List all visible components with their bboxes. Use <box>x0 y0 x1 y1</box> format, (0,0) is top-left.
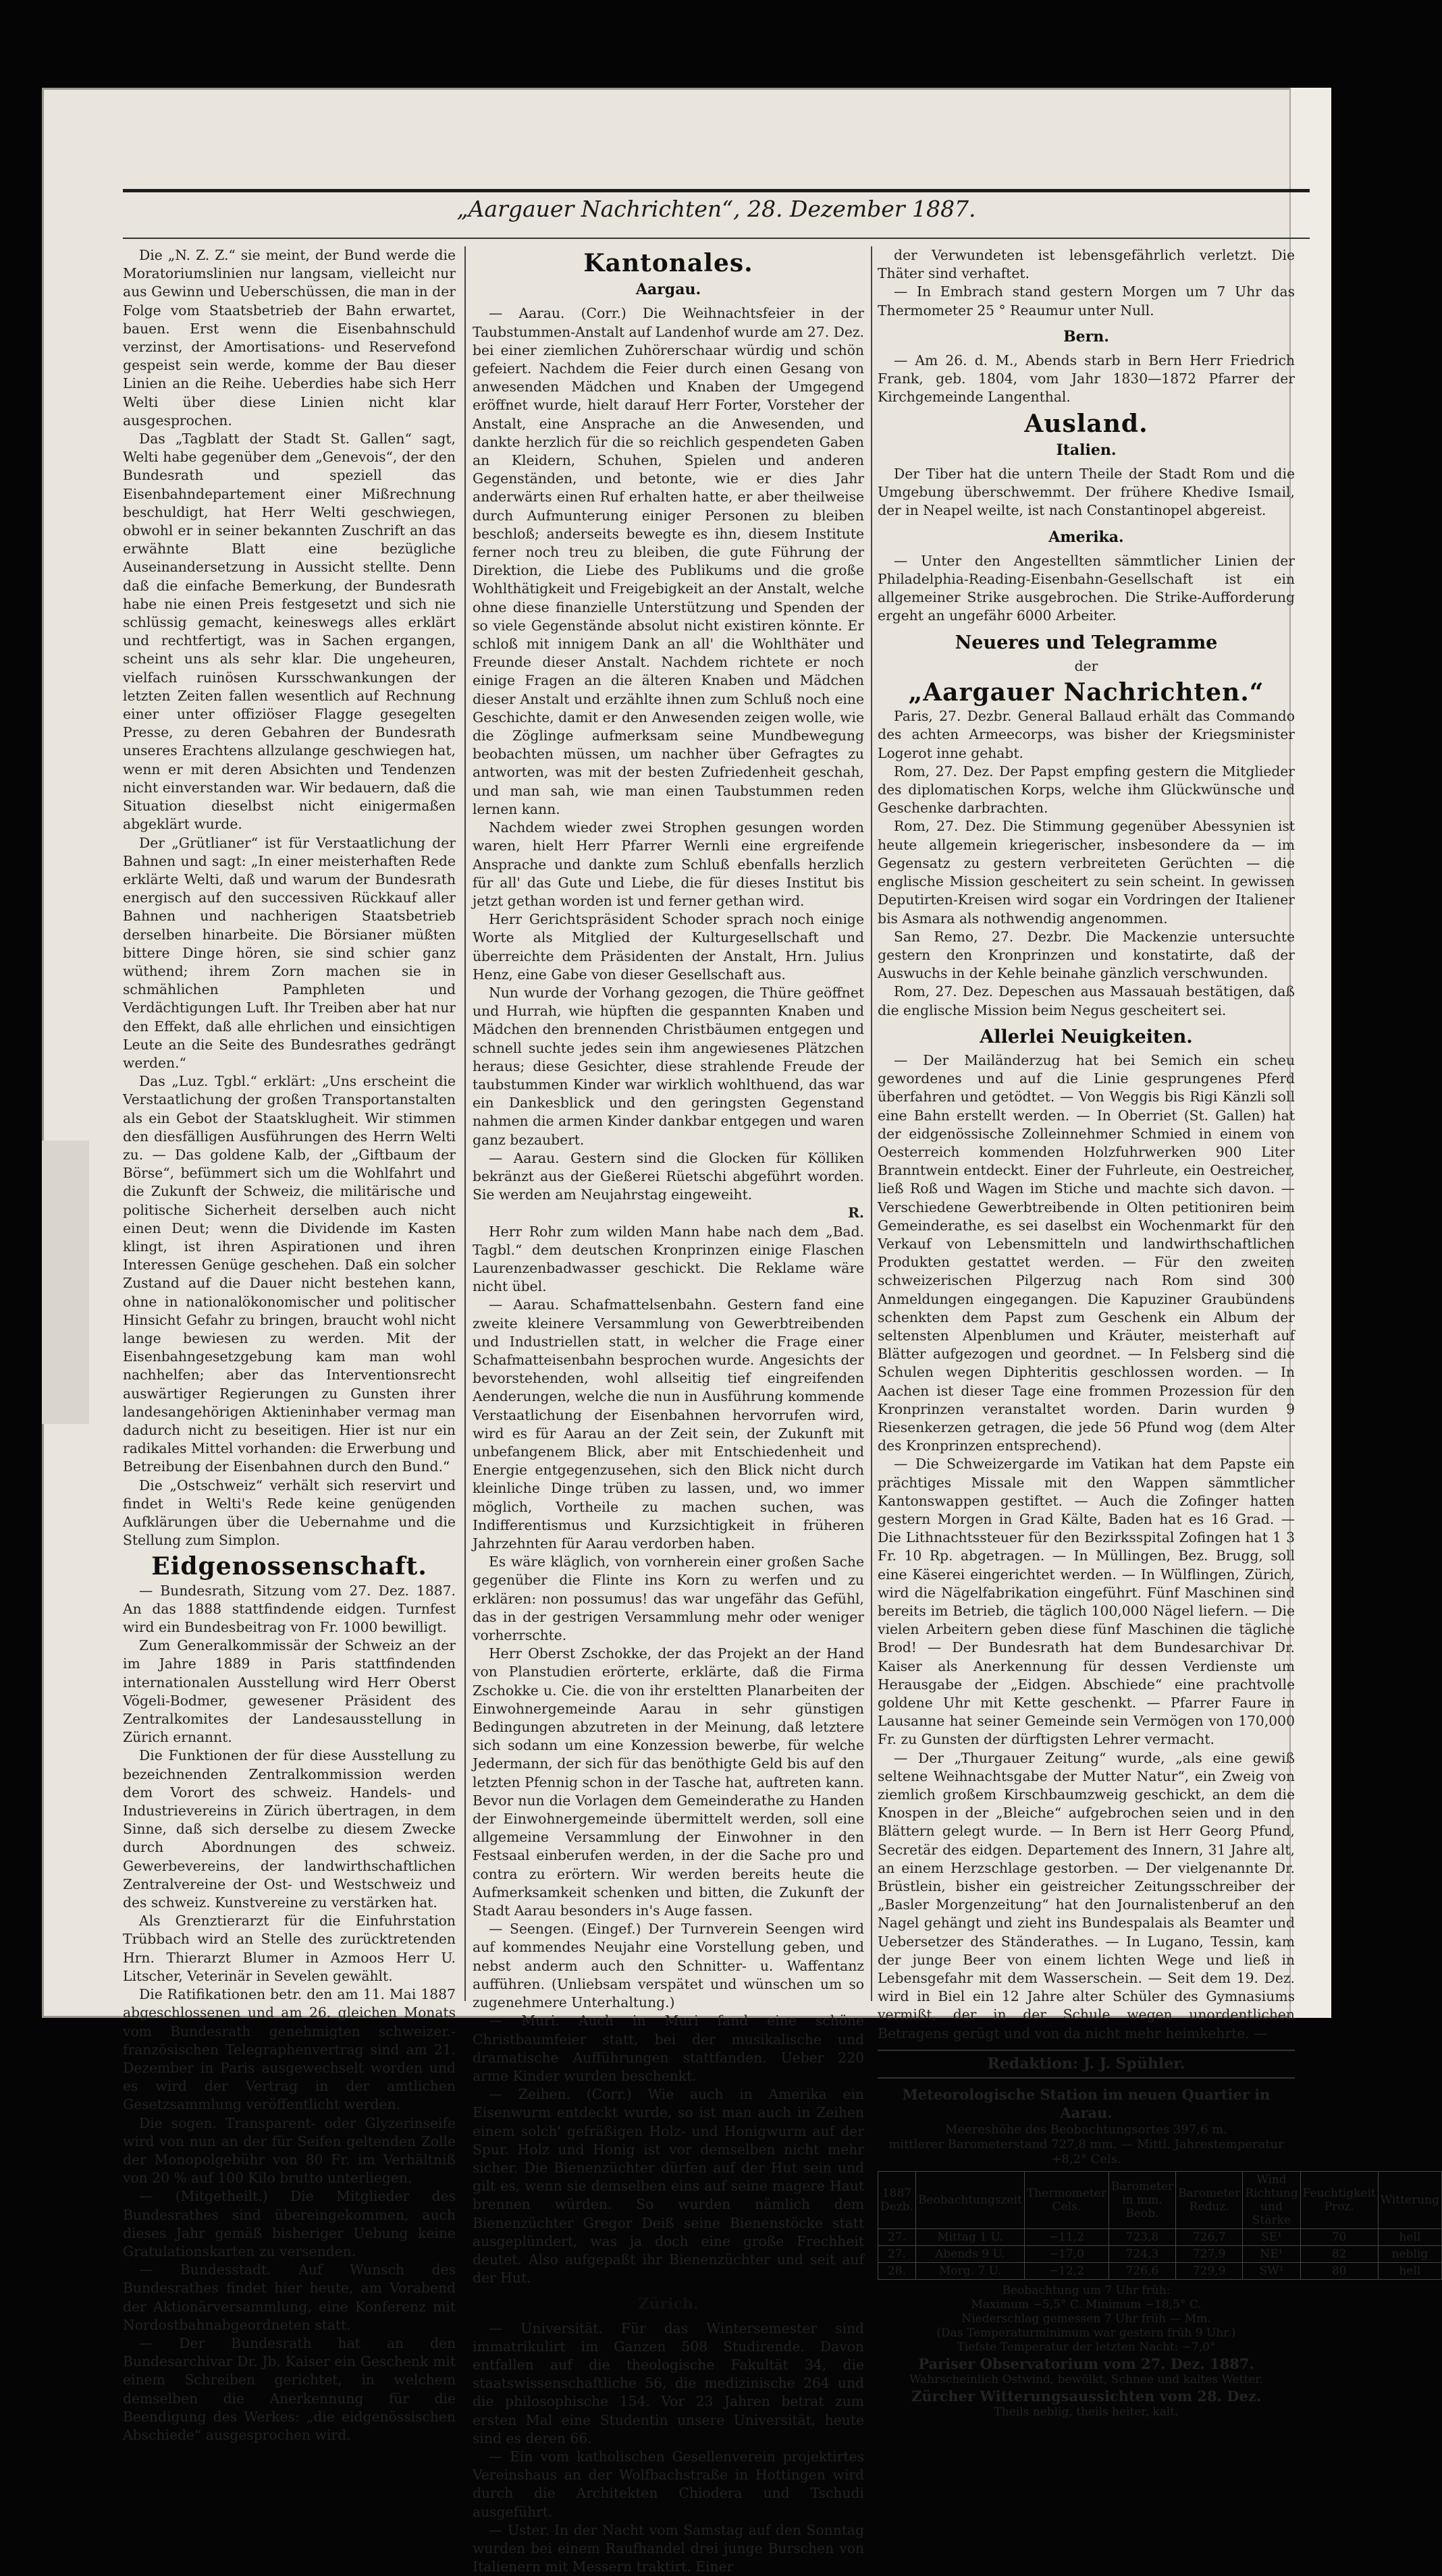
weather-station-meta: mittlerer Barometerstand 727,8 mm. — Mittl. Jahrestemperatur +8,2° Cels. <box>888 2137 1284 2166</box>
table-header-cell: Beobachtungszeit <box>915 2171 1024 2228</box>
subheading-aargau: Aargau. <box>635 281 701 299</box>
section-heading-eidgenossenschaft: Eidgenossenschaft. <box>151 1552 427 1581</box>
table-cell: −17,0 <box>1024 2245 1109 2262</box>
section-heading-allerlei: Allerlei Neuigkeiten. <box>980 1026 1193 1047</box>
paragraph: San Remo, 27. Dezbr. Die Mackenzie untersuchte gestern den Kronprinzen und konstatirte, daß der Auswuchs in der Kehle beinahe gänzlich verschwunden. <box>878 928 1295 982</box>
table-cell: SE¹ <box>1243 2228 1300 2245</box>
paragraph: — Der Mailänderzug hat bei Semich ein scheu gewordenes und auf die Linie gesprungenes Pferd überfahren und getödtet. — Von Weggis bis Rigi Känzli soll eine Bahn erstellt werden. — In Oberriet (St. Gallen) hat der eidgenössische Zolleinnehmer Schmied in einem von Oesterreich kommenden Holzfuhrwerken 900 Liter Branntwein entdeckt. Einer der Fuhrleute, ein Oestreicher, ließ Roß und Wagen im Stiche und machte sich davon. — Verschiedene Gewerbtreibende in Olten petitioniren beim Gemeinderathe, es sei daselbst ein Wochenmarkt für den Verkauf von Lebensmitteln und landwirthschaftlichen Produkten gestattet werden. — Für den zweiten schweizerischen Pilgerzug nach Rom sind 300 Anmeldungen eingegangen. Die Kapuziner Graubündens schenkten dem Papst zum Geschenk ein Album der seltensten Alpenblumen und Kräuter, meisterhaft auf Blätter aufgezogen und geordnet. — In Felsberg sind die Schulen wegen Diphteritis geschlossen worden. — In Aachen ist dieser Tage eine frommen Prozession für den Kronprinzen veranstaltet worden. Darin wurden 9 Riesenkerzen getragen, die jede 56 Pfund wog (dem Alter des Kronprinzen entsprechend). <box>878 1051 1295 1454</box>
table-cell: hell <box>1378 2228 1441 2245</box>
table-cell: Morg. 7 U. <box>915 2262 1024 2279</box>
paragraph: — Aarau. Schafmattelsenbahn. Gestern fand eine zweite kleinere Versammlung von Gewerbtreibenden und Industriellen statt, in welcher die Frage einer Schafmatteisenbahn besprochen wurde. Angesichts der bevorstehenden, wohl allseitig tief eingreifenden Aenderungen, welche die nun in Ausführung kommende Verstaatlichung der Eisenbahnen hervorrufen wird, wird es für Aarau an der Zeit sein, der Zukunft mit unbefangenem Blick, aber mit Entschiedenheit und Energie entgegenzusehen, sich den Blick nicht durch kleinliche Dinge trüben zu lassen, und, wo immer möglich, Vortheile zu machen suchen, was Indifferentismus und Kurzsichtigkeit in früheren Jahrzehnten für Aarau verdorben haben. <box>473 1296 864 1552</box>
zurich-forecast-title: Zürcher Witterungsaussichten vom 28. Dez. <box>911 2387 1262 2405</box>
paragraph: der Verwundeten ist lebensgefährlich verletzt. Die Thäter sind verhaftet. <box>878 247 1295 282</box>
paragraph: Die „Ostschweiz“ verhält sich reservirt und findet in Welti's Rede keine genügenden Aufklärungen über die Uebernahme und die Stellung zum Simplon. <box>123 1477 456 1549</box>
table-cell: 727,9 <box>1176 2245 1243 2262</box>
table-cell: hell <box>1378 2262 1441 2279</box>
header-rule-thin <box>123 238 1310 239</box>
paragraph: Als Grenztierarzt für die Einfuhrstation Trübbach wird an Stelle des zurücktretenden Hrn. Thierarzt Blumer in Azmoos Herr U. Litscher, Veterinär in Sevelen gewählt. <box>123 1913 456 1984</box>
weather-table <box>878 2171 1442 2280</box>
paragraph: — Uster. In der Nacht vom Samstag auf den Sonntag wurden bei einem Raufhandel drei junge Burschen von Italienern mit Messern traktirt. Einer <box>473 2521 864 2575</box>
paragraph: Die Funktionen der für diese Ausstellung zu bezeichnenden Zentralkommission werden dem Vorort des schweiz. Handels- und Industrievereins in Zürich übertragen, in dem Sinne, daß sich derselbe zu diesem Zwecke durch Abordnungen des schweiz. Gewerbevereins, der landwirthschaftlichen Zentralvereine der Ost- und Westschweiz und des schweiz. Kunstvereine zu verstärken hat. <box>123 1747 456 1911</box>
table-row <box>878 2228 1442 2245</box>
weather-station-meta: Meereshöhe des Beobachtungsortes 397,6 m. <box>945 2122 1227 2137</box>
paragraph: — In Embrach stand gestern Morgen um 7 Uhr das Thermometer 25 ° Reaumur unter Null. <box>878 283 1295 319</box>
table-header-row <box>878 2171 1442 2228</box>
section-heading-paper-name: „Aargauer Nachrichten.“ <box>908 678 1264 707</box>
table-cell: −11,2 <box>1024 2228 1109 2245</box>
table-header-cell: 1887 Dezb. <box>878 2171 916 2228</box>
table-cell: neblig <box>1378 2245 1441 2262</box>
paragraph: Die sogen. Transparent- oder Glyzerinseife wird von nun an der für Seifen geltenden Zolle der Monopolgebühr von 80 Fr. im Verhältniß von 20 % auf 100 Kilo brutto unterliegen. <box>123 2114 456 2187</box>
table-cell: 82 <box>1300 2245 1378 2262</box>
table-cell: −12,2 <box>1024 2262 1109 2279</box>
section-heading-ausland: Ausland. <box>1024 409 1148 438</box>
header-rule <box>123 189 1310 192</box>
paragraph: — Bundesrath, Sitzung vom 27. Dez. 1887. An das 1888 stattfindende eidgen. Turnfest wird ein Bundesbeitrag von Fr. 1000 bewilligt. <box>123 1582 456 1636</box>
table-header-cell: Thermometer Cels. <box>1024 2171 1109 2228</box>
subheading-italien: Italien. <box>1056 441 1117 459</box>
paragraph: Der „Grütlianer“ ist für Verstaatlichung der Bahnen und sagt: „In einer meisterhaften Rede erklärte Welti, daß und warum der Bundesrath energisch auf den successiven Rückkauf aller Bahnen und nachherigen Staatsbetrieb derselben hinarbeite. Die Börsianer müßten bittere Dinge hören, sie sind schier ganz wüthend; ihrem Zorn machen sie in schmählichen Pamphleten und Verdächtigungen Luft. Ihr Treiben aber hat nur den Effekt, daß alle ehrlichen und einsichtigen Leute an die Seite des Bundesrathes gedrängt werden.“ <box>123 834 456 1071</box>
paragraph: Rom, 27. Dez. Die Stimmung gegenüber Abessynien ist heute allgemein kriegerischer, insbesondere da — im Gegensatz zu gestern verbreiteten Gerüchten — die englische Mission gescheitert zu sein scheint. In gewissen Deputirten-Kreisen wird sogar ein Vordringen der Italiener bis Asmara als nothwendig angenommen. <box>878 818 1295 927</box>
table-cell: 726,6 <box>1109 2262 1175 2279</box>
table-cell: 27. <box>878 2228 916 2245</box>
column-3 <box>878 246 1439 2419</box>
table-header-cell: Witterung <box>1378 2171 1441 2228</box>
heading-connector: der <box>1074 657 1098 674</box>
table-cell: Abends 9 U. <box>915 2245 1024 2262</box>
paragraph: Nun wurde der Vorhang gezogen, die Thüre geöffnet und Hurrah, wie hüpften die gespannten Knaben und Mädchen den brennenden Christbäumen entgegen und schnell suchte jedes sein ihm angewiesenes Plätzchen heraus; diese Gesichter, diese strahlende Freude der taubstummen Kinder war wirklich wohlthuend, das war ein Dankesblick und den geringsten Gegenstand nahmen die armen Kinder dankbar entgegen und waren ganz bezaubert. <box>473 984 864 1148</box>
paragraph: — Aarau. (Corr.) Die Weihnachtsfeier in der Taubstummen-Anstalt auf Landenhof wurde am 27. Dez. bei einer ziemlichen Zuhörerschaar würdig und schön gefeiert. Nachdem die Feier durch einen Gesang von anwesenden Mädchen und Knaben der Umgegend eröffnet wurde, hielt darauf Herr Forter, Vorsteher der Anstalt, eine Ansprache an die Anwesenden, und dankte herzlich für die so reichlich gespendeten Gaben an Kleidern, Schuhen, Spielen und anderen Gegenständen, und betonte, wie er dies Jahr anderwärts einen Ruf erhalten hatte, er aber theilweise durch Aufmunterung einiger Personen zu bleiben beschloß; anderseits bewegte es ihn, diesem Institute ferner noch treu zu bleiben, die gute Führung der Direktion, die Liebe des Publikums und die große Wohlthätigkeit und Freigebigkeit an der Anstalt, welche ohne diese finanzielle Unterstützung und Spenden der so viele Gegenstände absolut nicht existiren könnte. Er schloß mit innigem Dank an all' die Wohlthäter und Freunde dieser Anstalt. Nachdem richtete er noch einige Fragen an die älteren Knaben und Mädchen dieser Anstalt und erzählte ihnen zum Schluß noch eine Geschichte, damit er den Anwesenden zeigen wolle, wie die Zöglinge aufmerksam seine Mundbewegung beobachten müssen, um nachher über Gefragtes zu antworten, was mit der besten Zufriedenheit geschah, und man sah, wie man einen Taubstummen reden lernen kann. <box>473 305 864 817</box>
paper-edge <box>1289 88 1331 2018</box>
table-cell: 80 <box>1300 2262 1378 2279</box>
weather-station-title: Meteorologische Station im neuen Quartier in Aarau. <box>902 2086 1271 2122</box>
paragraph: Die „N. Z. Z.“ sie meint, der Bund werde die Moratoriumslinien nur langsam, vielleicht nur aus Gewinn und Ueberschüssen, die man in der Folge vom Staatsbetrieb der Bahn erwartet, bauen. Erst wenn die Eisenbahnschuld verzinst, der Amortisations- und Reservefond gespeist sein werde, komme der Bau dieser Linien an die Reihe. Ueberdies habe sich Herr Welti über diese Linien nicht klar ausgesprochen. <box>123 247 456 429</box>
paragraph: — Der „Thurgauer Zeitung“ wurde, „als eine gewiß seltene Weihnachtsgabe der Mutter Natur“, ein Zweig von ziemlich großem Kirschbaumzweig geschickt, an dem die Knospen in der „Bleiche“ aufgebrochen seien und in den Blättern gelegt wurde. — In Bern ist Herr Georg Pfund, Secretär des eidgen. Departement des Innern, 31 Jahre alt, an einem Herzschlage gestorben. — Der vielgenannte Dr. Brüstlein, bisher ein geistreicher Zeitungsschreiber der „Basler Morgenzeitung“ hat den Journalistenberuf an den Nagel gehängt und zieht ins Bundespalais als Beamter und Uebersetzer des Ständerathes. — In Lugano, Tessin, kam der junge Beer von einem lichten Wege und ließ in Lebensgefahr mit dem Wasserschein. — Seit dem 19. Dez. wird in Biel ein 12 Jahre alter Schüler des Gymnasiums vermißt, der in der Schule wegen unordentlichen Betragens gerügt und von da nicht mehr heimkehrte. — <box>878 1749 1295 2041</box>
table-cell: NE¹ <box>1243 2245 1300 2262</box>
paragraph: Die Ratifikationen betr. den am 11. Mai 1887 abgeschlossenen und am 26. gleichen Monats vom Bundesrath genehmigten schweizer.-französischen Telegraphenvertrag sind am 21. Dezember in Paris ausgewechselt worden und es wird der Vertrag in der amtlichen Gesetzsammlung veröffentlicht werden. <box>123 1986 456 2113</box>
table-cell: 27. <box>878 2245 916 2262</box>
zurich-forecast-text: Theils neblig, theils heiter, kalt. <box>994 2405 1179 2419</box>
paragraph: Herr Gerichtspräsident Schoder sprach noch einige Worte als Mitglied der Kulturgesellschaft und überreichte dem Präsidenten der Anstalt, Hrn. Julius Henz, eine Gabe von dieser Gesellschaft aus. <box>473 911 864 983</box>
weather-note: (Das Temperaturminimum war gestern früh 9 Uhr.) <box>936 2326 1236 2340</box>
table-cell: 70 <box>1300 2228 1378 2245</box>
table-header-cell: Barometer Reduz. <box>1176 2171 1243 2228</box>
paragraph: — Am 26. d. M., Abends starb in Bern Herr Friedrich Frank, geb. 1804, vom Jahr 1830—1872 Pfarrer der Kirchgemeinde Langenthal. <box>878 352 1295 406</box>
weather-note: Maximum −5,5° C. Minimum −18,5° C. <box>971 2297 1202 2311</box>
table-cell: SW¹ <box>1243 2262 1300 2279</box>
paragraph: — Seengen. (Eingef.) Der Turnverein Seengen wird auf kommendes Neujahr eine Vorstellung geben, und nebst anderm auch den Schnitter- u. Waffentanz aufführen. (Unliebsam verspätet und wünschen um so zugenehmere Unterhaltung.) <box>473 1921 864 2011</box>
paragraph: Herr Oberst Zschokke, der das Projekt an der Hand von Planstudien erörterte, erklärte, daß die Firma Zschokke u. Cie. die von ihr ersteltten Planarbeiten der Einwohnergemeinde Aarau in sehr günstigen Bedingungen abzutreten in der Meinung, daß letztere sich sodann um eine Konzession bewerbe, für welche Jedermann, der sich für das benöthigte Geld bis auf den letzten Pfennig schon in der Tasche hat, auftreten kann. Bevor nun die Vorlagen dem Gemeinderathe zu Handen der Einwohnergemeinde übermittelt werden, soll eine allgemeine Versammlung der Einwohner in den Festsaal einberufen werden, in der die Sache pro und contra zu erörtern. Wir werden bereits heute die Aufmerksamkeit schenken und bitten, die Zukunft der Stadt Aarau besonders in's Auge fassen. <box>473 1645 864 1919</box>
paragraph: Das „Luz. Tgbl.“ erklärt: „Uns erscheint die Verstaatlichung der großen Transportanstalten als ein Gebot der Staatsklugheit. Wir stimmen den diesfälligen Ausführungen des Herrn Welti zu. — Das goldene Kalb, der „Giftbaum der Börse“, befümmert sich um die Wohlfahrt und die Zukunft der Schweiz, die militärische und politische Sicherheit derselben auch nicht einen Deut; wenn die Dividende im Kasten klingt, ist ihren Aspirationen und ihren Interessen Genüge geschehen. Daß ein solcher Zustand auf die Dauer nicht bestehen kann, ohne in nationalökonomischer und politischer Hinsicht Gefahr zu bringen, braucht wohl nicht lange bewiesen zu werden. Mit der Eisenbahngesetzgebung kam man wohl nachhelfen; aber das Interventionsrecht auswärtiger Regierungen zu Gunsten ihrer landesangehörigen Aktieninhaber vermag man dadurch nicht zu beseitigen. Hier ist nur ein radikales Mittel vorhanden: die Erwerbung und Betreibung der Eisenbahnen durch den Bund.“ <box>123 1073 456 1475</box>
paragraph: Zum Generalkommissär der Schweiz an der im Jahre 1889 in Paris stattfindenden internationalen Ausstellung wird Herr Oberst Vögeli-Bodmer, gewesener Präsident des Zentralkomites der Landesausstellung in Zürich ernannt. <box>123 1637 456 1746</box>
paragraph: Paris, 27. Dezbr. General Ballaud erhält das Commando des achten Armeecorps, was bisher der Kriegsminister Logerot inne gehabt. <box>878 708 1295 761</box>
paragraph: Der Tiber hat die untern Theile der Stadt Rom und die Umgebung überschwemmt. Der frühere Khedive Ismail, der in Neapel weilte, ist nach Constantinopel abgereist. <box>878 466 1295 519</box>
table-header-cell: Feuchtigkeit Proz. <box>1300 2171 1378 2228</box>
paragraph: Nachdem wieder zwei Strophen gesungen worden waren, hielt Herr Pfarrer Wernli eine ergreifende Ansprache und dankte zum Schluß ebenfalls herzlich für all' das Gute und Liebe, die für dieses Institut bis jetzt gethan worden ist und ferner gethan wird. <box>473 819 864 909</box>
section-heading-kantonales: Kantonales. <box>583 249 753 277</box>
column-1 <box>123 246 456 2443</box>
paragraph: — (Mitgetheilt.) Die Mitglieder des Bundesrathes sind übereingekommen, auch dieses Jahr gemäß bisheriger Uebung keine Gratulationskarten zu versenden. <box>123 2188 456 2259</box>
table-cell: 726,7 <box>1176 2228 1243 2245</box>
section-heading-telegramme: Neueres und Telegramme <box>955 632 1218 653</box>
table-cell: 28. <box>878 2262 916 2279</box>
column-divider-2 <box>871 246 872 2001</box>
paragraph: — Unter den Angestellten sämmtlicher Linien der Philadelphia-Reading-Eisenbahn-Gesellschaft ist ein allgemeiner Strike ausgebrochen. Die Strike-Aufforderung ergeht an ungefähr 6000 Arbeiter. <box>878 552 1295 624</box>
editor-line: Redaktion: J. J. Spühler. <box>878 2050 1295 2079</box>
weather-note: Beobachtung um 7 Uhr früh: <box>1002 2283 1171 2297</box>
table-cell: Mittag 1 U. <box>915 2228 1024 2245</box>
paragraph: Das „Tagblatt der Stadt St. Gallen“ sagt, Welti habe gegenüber dem „Genevois“, der den Bundesrath und speziell das Eisenbahndepartement einer Mißrechnung beschuldigt, hat Herr Welti geschwiegen, obwohl er in seiner bekannten Zuschrift an das erwähnte Blatt eine bezügliche Auseinandersetzung in Aussicht stellte. Denn daß die einfache Bemerkung, der Bundesrath habe nie einen Preis festgesetzt und sich nie schlüssig gemacht, keineswegs alles erklärt und rechtfertigt, was in Sachen ergangen, scheint uns als sehr klar. Die ungeheuren, vielfach ruinösen Kursschwankungen der letzten Zeiten fallen wesentlich auf Rechnung einer unter offiziöser Flagge gesegelten Presse, zu deren Gebahren der Bundesrath unseres Erachtens allzulange geschwiegen hat, wenn er mit deren Absichten und Tendenzen nicht einverstanden war. Wir bedauern, daß die Situation dieselbst nicht einigermaßen abgeklärt wurde. <box>123 431 456 833</box>
paragraph: — Universität. Für das Wintersemester sind immatrikulirt im Ganzen 508 Studirende. Davon entfallen auf die theologische Fakultät 34, die staatswissenschaftliche 56, die medizinische 264 und die philosophische 154. Vor 23 Jahren betrat zum ersten Mal eine Studentin unsere Universität, heute sind es deren 66. <box>473 2320 864 2446</box>
paragraph: Rom, 27. Dez. Depeschen aus Massauah bestätigen, daß die englische Mission beim Negus gescheitert sei. <box>878 983 1295 1018</box>
paragraph: — Muri. Auch in Muri fand eine schöne Christbaumfeier statt, bei der musikalische und dramatische Aufführungen stattfanden. Ueber 220 arme Kinder wurden beschenkt. <box>473 2012 864 2084</box>
table-cell: 723,8 <box>1109 2228 1175 2245</box>
paragraph: — Der Bundesrath hat an den Bundesarchivar Dr. Jb. Kaiser ein Geschenk mit einem Schreiben gerichtet, in welchem demselben die Anerkennung für die Beendigung des Werkes: „die eidgenössischen Abschiede“ ausgesprochen wird. <box>123 2334 456 2443</box>
paper-fold <box>42 1141 89 1424</box>
observatory-title: Pariser Observatorium vom 27. Dez. 1887. <box>918 2355 1254 2372</box>
author-sign: R. <box>848 1205 864 1222</box>
subheading-amerika: Amerika. <box>1048 528 1124 546</box>
subheading-zuerich: Zürich. <box>638 2295 699 2313</box>
paragraph: Herr Rohr zum wilden Mann habe nach dem „Bad. Tagbl.“ dem deutschen Kronprinzen einige Flaschen Laurenzenbadwasser geschickt. Die Reklame wäre nicht übel. <box>473 1223 864 1295</box>
weather-note: Niederschlag gemessen 7 Uhr früh — Mm. <box>961 2311 1211 2326</box>
page-masthead: „Aargauer Nachrichten“, 28. Dezember 1887. <box>456 196 976 222</box>
paragraph: — Zeihen. (Corr.) Wie auch in Amerika ein Eisenwurm entdeckt wurde, so ist man auch in Zeihen einem solch' gefräßigen Holz- und Honigwurm auf der Spur. Holz und Honig ist vor demselben nicht mehr sicher. Die Bienenzüchter dürfen auf der Hut sein und gilt es, wenn sie demselben eins auf seine magere Haut brennen würden. So wurden nämlich dem Bienenzüchter Gregor Deiß seine Bienenstöcke statt ausgeplündert, was ja doch eine große Frechheit deutet. Also aufgepaßt ihr Bienenzüchter und seit auf der Hut. <box>473 2086 864 2286</box>
column-divider-1 <box>464 246 466 2001</box>
table-cell: 724,3 <box>1109 2245 1175 2262</box>
paragraph: — Ein vom katholischen Gesellenverein projektirtes Vereinshaus an der Wolfbachstraße in Hottingen wird durch die Architekten Chiodera und Tschudi ausgeführt. <box>473 2448 864 2520</box>
table-row <box>878 2262 1442 2279</box>
paragraph: — Die Schweizergarde im Vatikan hat dem Papste ein prächtiges Missale mit den Wappen sämmtlicher Kantonswappen gestiftet. — Auch die Zofinger hatten gestern Morgen in Grad Kälte, Baden hat es 16 Grad. — Die Lithnachtssteuer für den Bezirksspital Zofingen hat 1 3 Fr. 10 Rp. abgetragen. — In Müllingen, Bez. Brugg, soll eine Käserei eingerichtet werden. — In Wülflingen, Zürich, wird die Nägelfabrikation eingeführt. Fünf Maschinen sind bereits im Betrieb, die täglich 100,000 Nägel liefern. — Die vielen Arbeitern geben diese fünf Maschinen die tägliche Brod! — Der Bundesrath hat dem Bundesarchivar Dr. Kaiser als Anerkennung für dessen Verdienste um Herausgabe der „Eidgen. Abschiede“ eine prachtvolle goldene Uhr mit Kette geschenkt. — Pfarrer Faure in Lausanne hat seiner Gemeinde sein Vermögen von 170,000 Fr. zu Gunsten der dürftigsten Lehrer vermacht. <box>878 1456 1295 1748</box>
paragraph: — Aarau. Gestern sind die Glocken für Kölliken bekränzt aus der Gießerei Rüetschi abgeführt worden. Sie werden am Neujahrstag eingeweiht. <box>473 1149 864 1203</box>
observatory-text: Wahrscheinlich Ostwind, bewölkt, Schnee und kaltes Wetter. <box>909 2372 1264 2386</box>
subheading-bern: Bern. <box>1063 327 1109 346</box>
paragraph: — Bundesstadt. Auf Wunsch des Bundesrathes findet hier heute, am Vorabend der Aktionärversammlung, eine Konferenz mit Nordostbahnabgeordneten statt. <box>123 2262 456 2333</box>
table-row <box>878 2245 1442 2262</box>
weather-note: Tiefste Temperatur der letzten Nacht: −7,0° <box>957 2340 1216 2354</box>
table-header-cell: Wind Richtung und Stärke <box>1243 2171 1300 2228</box>
column-2 <box>473 246 864 2575</box>
paragraph: Es wäre kläglich, von vornherein einer großen Sache gegenüber die Flinte ins Korn zu werfen und zu erklären: non possumus! das war ungefähr das Gefühl, das in der gestrigen Versammlung mehr oder weniger vorherrschte. <box>473 1554 864 1644</box>
table-cell: 729,9 <box>1176 2262 1243 2279</box>
paragraph: Rom, 27. Dez. Der Papst empfing gestern die Mitglieder des diplomatischen Korps, welche ihm Glückwünsche und Geschenke darbrachten. <box>878 763 1295 817</box>
table-header-cell: Barometer in mm. Beob. <box>1109 2171 1175 2228</box>
